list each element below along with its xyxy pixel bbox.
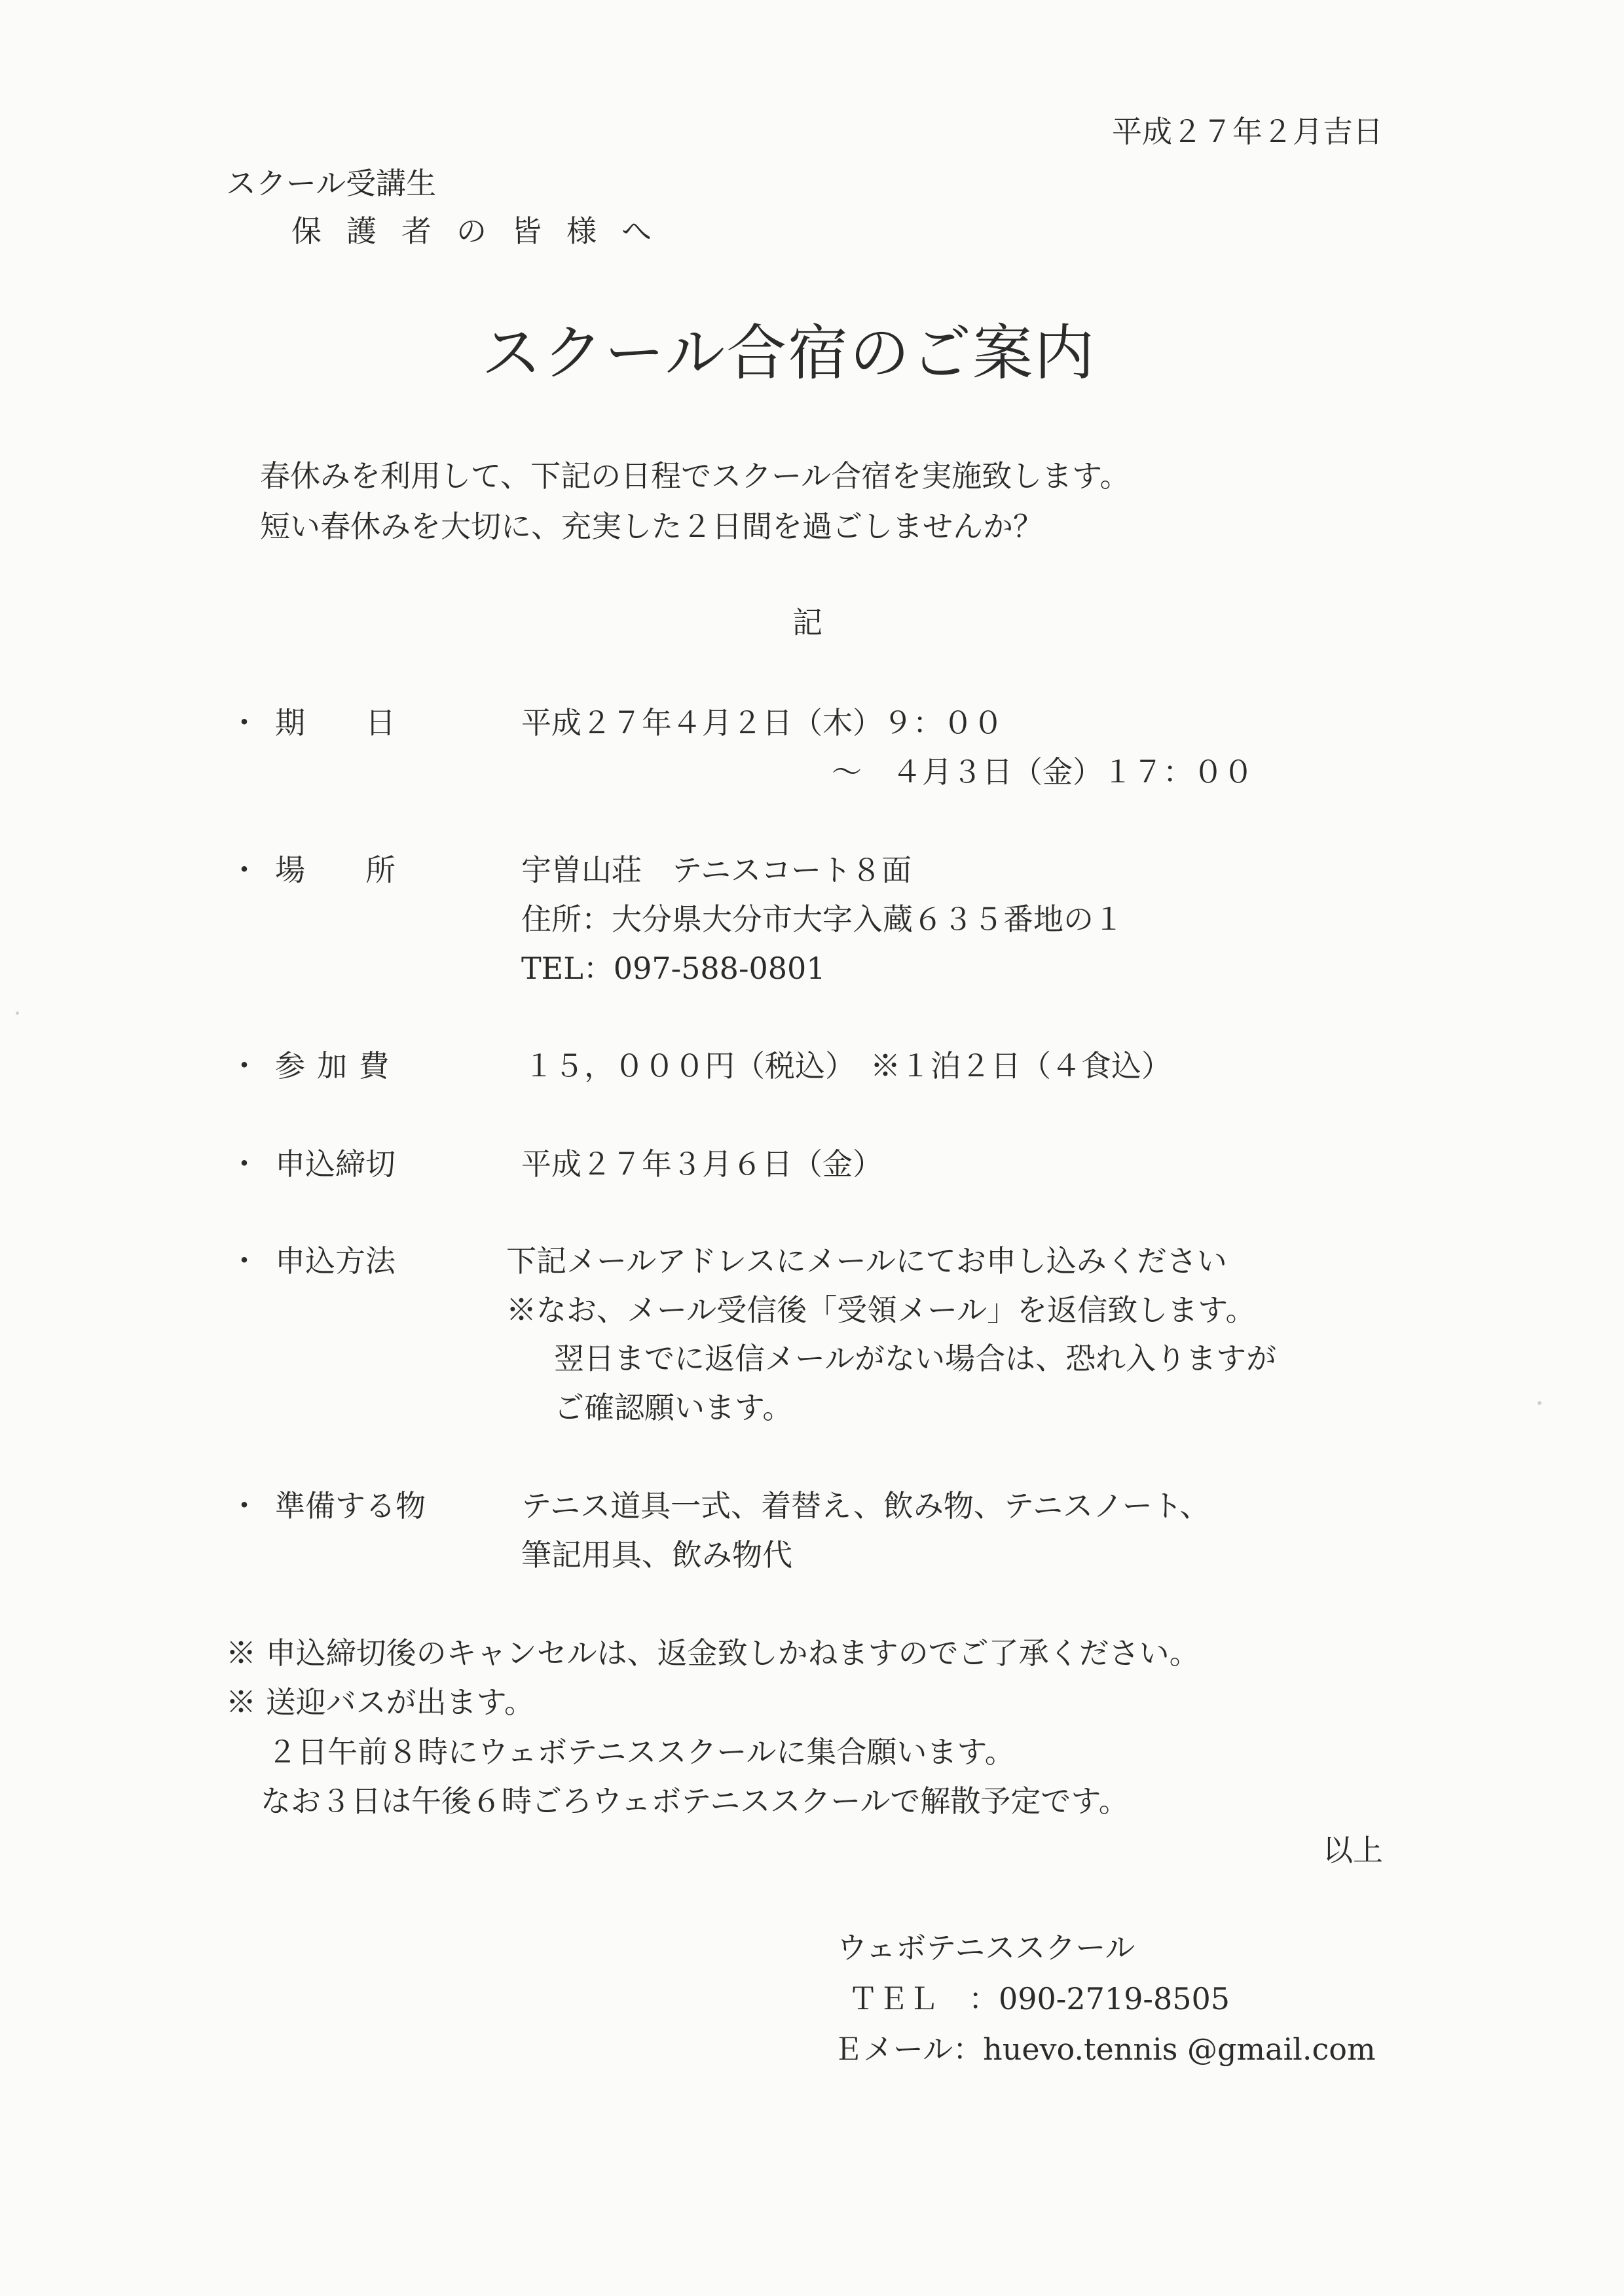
bring-line-1: テニス道具一式、着替え、飲み物、テニスノート、 (521, 1488, 1210, 1523)
bullet: ・ (229, 1243, 259, 1279)
date-label: 期 日 (275, 705, 396, 740)
sender-name: ウェボテニススクール (837, 1930, 1135, 1965)
fee-value: １５，０００円（税込） ※１泊２日（４食込） (524, 1048, 1172, 1084)
addressee-line2: 保護者の皆様へ (291, 213, 676, 249)
method-label: 申込方法 (275, 1243, 396, 1279)
method-line-4: ご確認願います。 (554, 1390, 793, 1425)
place-label: 場 所 (275, 852, 396, 888)
ki-heading: 記 (792, 605, 822, 640)
issue-date: 平成２７年２月吉日 (1112, 114, 1383, 149)
bring-label: 準備する物 (275, 1488, 426, 1523)
sender-tel: ＴＥＬ ：090-2719-8505 (848, 1981, 1230, 2016)
scan-speck (1538, 1401, 1541, 1405)
deadline-value: 平成２７年３月６日（金） (521, 1146, 883, 1182)
scan-speck (16, 1011, 19, 1015)
intro-line-2: 短い春休みを大切に、充実した２日間を過ごしませんか？ (260, 509, 1043, 544)
sender-email: Ｅメール：huevo.tennis @gmail.com (833, 2032, 1376, 2067)
note-bus: ※ 送迎バスが出ます。 (226, 1685, 534, 1720)
addressee-line1: スクール受講生 (226, 166, 437, 201)
note-dismiss: なお３日は午後６時ごろウェボテニススクールで解散予定です。 (261, 1783, 1129, 1819)
bullet: ・ (229, 1048, 259, 1084)
closing-ijo: 以上 (1323, 1832, 1383, 1868)
note-meet: ２日午前８時にウェボテニススクールに集合願います。 (267, 1734, 1015, 1770)
place-address: 住所：大分県大分市大字入蔵６３５番地の１ (521, 902, 1124, 937)
fee-label: 参加費 (275, 1048, 401, 1084)
bullet: ・ (229, 705, 259, 740)
place-value-1: 宇曽山荘 テニスコート８面 (521, 852, 912, 888)
bullet: ・ (229, 852, 259, 888)
date-value-1: 平成２７年４月２日（木）９：００ (521, 705, 1003, 740)
note-cancel: ※ 申込締切後のキャンセルは、返金致しかねますのでご了承ください。 (226, 1635, 1200, 1671)
bullet: ・ (229, 1146, 259, 1182)
deadline-label: 申込締切 (275, 1146, 396, 1182)
method-line-3: 翌日までに返信メールがない場合は、恐れ入りますが (554, 1341, 1277, 1376)
method-line-2: ※なお、メール受信後「受領メール」を返信致します。 (506, 1292, 1256, 1328)
intro-line-1: 春休みを利用して、下記の日程でスクール合宿を実施致します。 (260, 458, 1130, 494)
place-tel: TEL：097-588-0801 (521, 951, 826, 986)
bullet: ・ (229, 1488, 259, 1523)
method-line-1: 下記メールアドレスにメールにてお申し込みください (506, 1243, 1227, 1279)
bring-line-2: 筆記用具、飲み物代 (521, 1537, 792, 1573)
document-title: スクール合宿のご案内 (481, 318, 1096, 388)
date-value-2: ～ ４月３日（金）１７：００ (832, 754, 1253, 790)
